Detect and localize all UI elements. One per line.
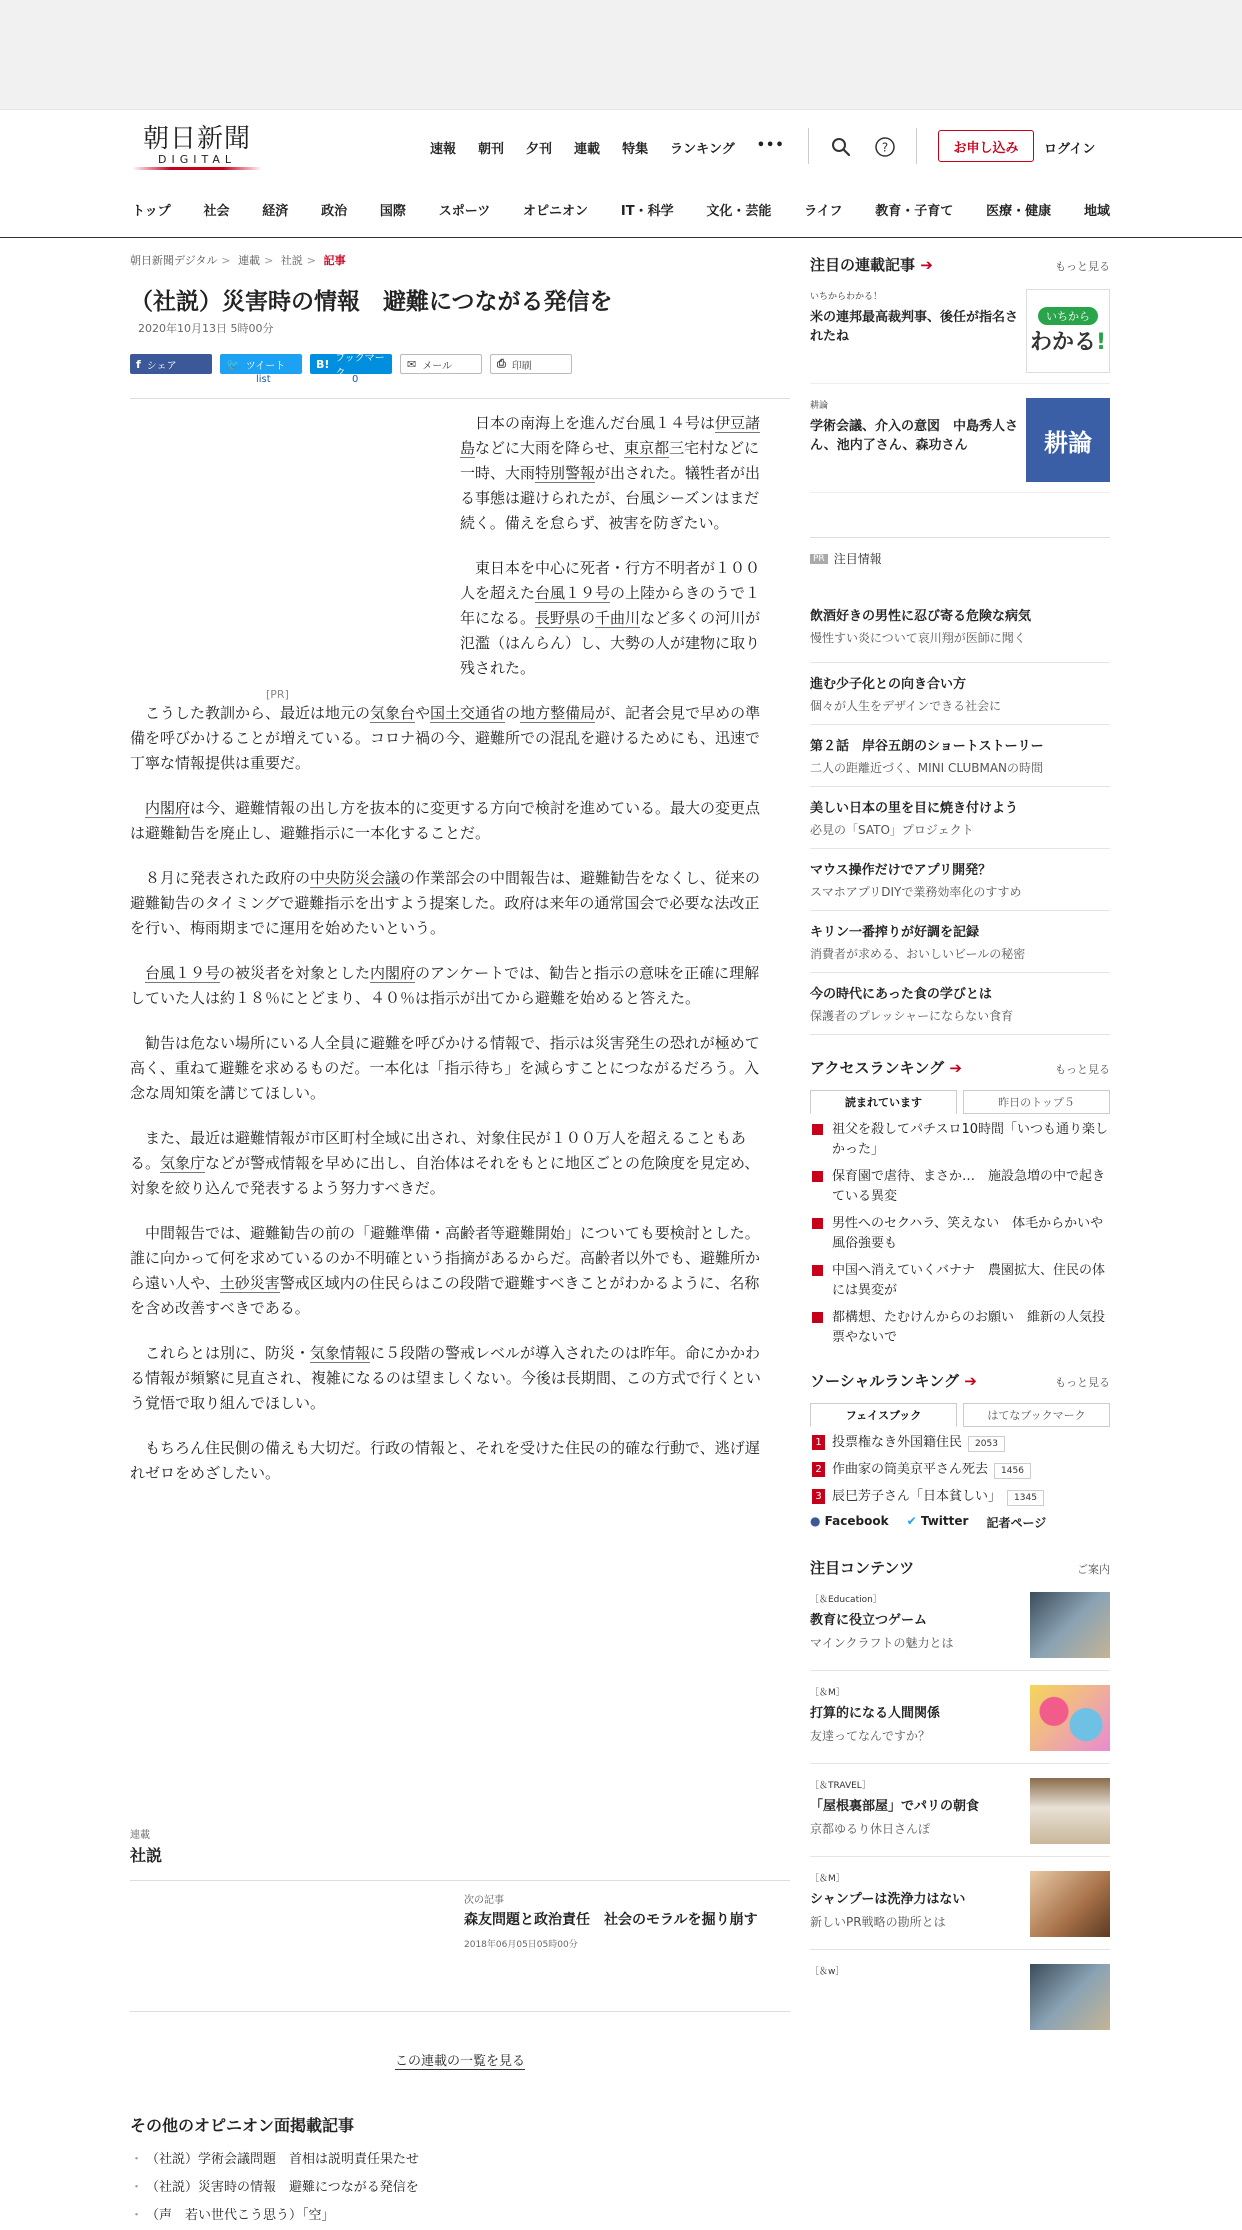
keyword-link[interactable]: 地方整備局 [520,704,596,722]
keyword-link[interactable]: 特別警報 [535,464,596,482]
search-icon[interactable] [830,136,852,158]
contents-heading: 注目コンテンツ [810,1559,915,1577]
featured-category: 耕論 [810,401,829,411]
inline-ad[interactable] [130,411,430,721]
prev-article-slot [130,1881,460,2011]
other-opinion-heading: その他のオピニオン面掲載記事 [130,2116,355,2135]
pr-item[interactable] [810,911,1110,973]
hatena-icon: B! [316,357,330,371]
category-it-science[interactable]: IT・科学 [620,204,674,219]
social-ranking-heading[interactable]: ソーシャルランキング ➔ [810,1372,977,1390]
featured-title[interactable]: 学術会議、介入の意図 中島秀人さん、池内了さん、森功さん [810,419,1019,453]
logo-kanji: 朝日新聞 [142,124,251,154]
logo-swoosh [132,167,262,170]
twitter-icon: 🐦 [226,357,240,371]
series-block [130,1826,790,2230]
breadcrumb-series[interactable]: 連載 [238,254,261,267]
pr-item-sub: スマホアプリDIYで業務効率化のすすめ [810,885,1022,899]
content-title[interactable]: 「屋根裏部屋」でパリの朝食 [810,1799,980,1814]
rank-marker [812,1265,823,1276]
share-count: 1345 [1007,1490,1044,1506]
paragraph: これらとは別に、防災・気象情報に５段階の警戒レベルが導入されたのは昨年。命にかかわる情報が頻繁に見直され、複雑になるのは望ましくない。今後は長期間、この方式で行くという覚悟で取り組んでほしい。 [130,1344,761,1412]
category-health[interactable]: 医療・健康 [986,204,1052,219]
pr-item-title[interactable]: 美しい日本の里を目に焼き付けよう [810,801,1019,816]
print-button[interactable] [490,354,572,374]
share-counts [130,374,790,388]
rank-marker [812,1171,823,1182]
access-tabs [810,1090,1110,1114]
content-category: ［＆TRAVEL］ [810,1781,871,1791]
next-article-title[interactable]: 森友問題と政治責任 社会のモラルを掘り崩す [464,1912,758,1928]
contents-header [810,1557,1110,1578]
featured-title[interactable]: 米の連邦最高裁判事、後任が指名されたね [810,310,1019,344]
ranking-item[interactable]: 祖父を殺してパチスロ10時間「いつも通り楽しかった」 [810,1120,1110,1160]
reporter-page-link[interactable]: 記者ページ [986,1516,1047,1530]
pr-item-sub: 個々が人生をデザインできる社会に [810,699,1002,713]
global-nav [430,138,785,157]
access-ranking-list [810,1120,1110,1348]
nav-more-button[interactable]: ••• [756,138,785,153]
pr-item[interactable] [810,973,1110,1035]
pr-item-sub: 消費者が求める、おいしいビールの秘密 [810,947,1026,961]
social-ranking-header [810,1370,1110,1391]
article-title: （社説）災害時の情報 避難につながる発信を [130,289,613,315]
keyword-link[interactable]: 土砂災害 [219,1274,280,1292]
ranking-item[interactable]: 2 作曲家の筒美京平さん死去 1456 [810,1460,1110,1480]
rank-number: 2 [812,1462,825,1477]
paragraph: 勧告は危ない場所にいる人全員に避難を呼びかける情報で、指示は災害発生の恐れが極めて高く、重ねて避難を求めるものだ。一本化は「指示待ち」を減らすことにつながるだろう。入念な周知策を講じてほしい。 [130,1034,760,1102]
featured-item[interactable] [810,398,1110,493]
content-thumbnail[interactable] [1030,1592,1110,1658]
bookmark-count[interactable]: 0 [352,374,359,385]
rank-number: 3 [812,1489,825,1504]
pr-item[interactable] [810,601,1110,663]
list-item[interactable]: ・ （声 若い世代こう思う）「空」 [130,2202,790,2230]
paragraph: 台風１９号の被災者を対象とした内閣府のアンケートでは、勧告と指示の意味を正確に理解していた人は約１８％にとどまり、４０％は指示が出てから避難を始めると答えた。 [130,964,760,1007]
keyword-link[interactable]: 国土交通省 [430,704,506,722]
mail-label: メール [422,360,453,372]
next-article-label: 次の記事 [464,1895,504,1906]
share-bar [130,353,790,379]
hatena-bookmark-button[interactable] [310,353,392,379]
facebook-icon: ● [810,1514,821,1528]
tweet-label: ツイート [245,360,286,372]
content-title[interactable]: シャンプーは洗浄力はない [810,1892,966,1907]
share-count: 2053 [968,1436,1005,1452]
print-label: 印刷 [511,360,532,372]
share-divider [130,398,790,399]
content-title[interactable]: 打算的になる人間関係 [810,1706,941,1721]
ranking-item[interactable]: 中国へ消えていくバナナ 農園拡大、住民の体には異変が [810,1261,1110,1301]
pr-badge: PR [810,554,828,564]
category-region[interactable]: 地域 [1083,204,1110,219]
arrow-right-icon: ➔ [964,1372,977,1390]
list-item[interactable]: ・ （社説）学術会議問題 首相は説明責任果たせ [130,2146,790,2174]
paragraph: ８月に発表された政府の中央防災会議の作業部会の中間報告は、避難勧告をなくし、従来の避難勧告のタイミングで避難指示を出すよう提案した。政府は来年の通常国会で必要な法改正を行い、梅雨期までに運用を始めたいという。 [130,869,761,937]
social-links [810,1514,1110,1531]
pr-item-title[interactable]: 飲酒好きの男性に忍び寄る危険な病気 [810,609,1032,624]
pr-item-sub: 必見の「SATO」プロジェクト [810,823,974,837]
pr-item-title[interactable]: キリン一番搾りが好調を記録 [810,925,980,940]
featured-series-header [810,254,1110,275]
content-item[interactable] [810,1964,1110,2042]
social-tabs [810,1403,1110,1427]
keyword-link[interactable]: 気象情報 [310,1344,371,1362]
article-main [130,238,790,2223]
featured-series-heading[interactable]: 注目の連載記事 ➔ [810,256,933,274]
list-item[interactable]: ・ （社説）災害時の情報 避難につながる発信を [130,2174,790,2202]
pr-item-sub: 慢性すい炎について哀川翔が医師に聞く [810,631,1026,645]
article-date: 2020年10月13日 5時00分 [138,322,274,335]
nav-evening[interactable]: 夕刊 [526,142,553,157]
content-category: ［＆w］ [810,1967,845,1977]
nav-special[interactable]: 特集 [622,142,649,157]
pr-item-sub: 保護者のプレッシャーにならない食育 [810,1009,1014,1023]
paragraph: また、最近は避難情報が市区町村全域に出され、対象住民が１００万人を超えることもある。気象庁などが警戒情報を早めに出し、自治体はそれをもとに地区ごとの危険度を見定め、対象を絞り込んで発表するよう努力すべきだ。 [130,1129,760,1197]
category-sports[interactable]: スポーツ [438,204,491,219]
keyword-link[interactable]: 中央防災会議 [310,869,401,887]
content-category: ［＆M］ [810,1874,845,1884]
header-divider [916,128,917,164]
ichikara-wakaru-thumbnail[interactable] [1026,289,1110,373]
site-header [0,110,1242,182]
next-article-date: 2018年06月05日05時00分 [464,1940,578,1950]
share-count: 1456 [994,1463,1031,1479]
rank-marker [812,1218,823,1229]
ranking-item[interactable]: 都構想、たむけんからのお願い 維新の人気投票やないで [810,1308,1110,1348]
category-opinion[interactable]: オピニオン [523,204,589,219]
category-nav [0,182,1242,238]
bookmark-label: ブックマーク [335,353,385,379]
keyword-link[interactable]: 台風１９号 [535,584,611,602]
twitter-icon: ✔ [906,1514,917,1528]
ad-pr-label: [PR] [266,688,289,701]
keyword-link[interactable]: 台風１９号 [145,964,221,982]
facebook-share-button[interactable] [130,354,212,374]
content-thumbnail[interactable] [1030,1871,1110,1937]
help-icon[interactable] [874,136,896,158]
content-item[interactable] [810,1592,1110,1671]
series-label: 連載 [130,1830,150,1841]
content-item[interactable] [810,1778,1110,1857]
nav-morning[interactable]: 朝刊 [478,142,505,157]
ranking-item[interactable]: 3 辰巳芳子さん「日本貧しい」 1345 [810,1487,1110,1507]
pr-item[interactable] [810,787,1110,849]
series-list-link[interactable] [130,2050,790,2069]
top-ad-banner [0,0,1242,110]
content-category: ［＆M］ [810,1688,845,1698]
breadcrumb-current: 記事 [323,254,346,267]
category-culture[interactable]: 文化・芸能 [706,204,772,219]
tab-facebook[interactable]: フェイスブック [810,1403,957,1427]
series-name[interactable]: 社説 [130,1846,163,1865]
facebook-link[interactable]: ● Facebook [810,1514,889,1528]
breadcrumb-editorial[interactable]: 社説 [280,254,303,267]
breadcrumb-home[interactable]: 朝日新聞デジタル [130,254,218,267]
tab-most-read[interactable]: 読まれています [810,1090,957,1114]
twitter-link[interactable]: ✔ Twitter [906,1514,969,1528]
content-sub: マインクラフトの魅力とは [810,1636,954,1650]
access-ranking-heading[interactable]: アクセスランキング ➔ [810,1059,962,1077]
content-thumbnail[interactable] [1030,1685,1110,1751]
nav-ranking[interactable]: ランキング [670,142,735,157]
keyword-link[interactable]: 千曲川 [595,609,641,627]
keyword-link[interactable]: 気象台 [370,704,416,722]
tab-hatena[interactable]: はてなブックマーク [963,1403,1110,1427]
content-sub: 新しいPR戦略の勘所とは [810,1915,946,1929]
keyword-link[interactable]: 内閣府 [370,964,416,982]
logo-latin: DIGITAL [157,153,236,166]
svg-text:?: ? [881,140,889,155]
keyword-link[interactable]: 長野県 [535,609,581,627]
breadcrumb: 朝日新聞デジタル > 連載 > 社説 > 記事 [130,254,346,267]
pr-item[interactable] [810,849,1110,911]
facebook-share-label: シェア [146,360,177,372]
tab-yesterday-top5[interactable]: 昨日のトップ５ [963,1090,1110,1114]
other-opinion-list [130,2146,790,2230]
category-international[interactable]: 国際 [379,204,406,219]
article-body [130,411,790,1486]
content-thumbnail[interactable] [1030,1778,1110,1844]
nav-series[interactable]: 連載 [574,142,601,157]
login-link[interactable]: ログイン [1044,142,1096,157]
content-category: ［＆Education］ [810,1595,882,1605]
content-title[interactable]: 教育に役立つゲーム [810,1613,928,1628]
pr-heading: 注目情報 [833,552,882,566]
tweet-button[interactable] [220,354,302,374]
pr-header [810,537,1110,567]
social-more-link[interactable]: もっと見る [1055,1376,1110,1389]
paragraph: こうした教訓から、最近は地元の気象台や国土交通省の地方整備局が、記者会見で早めの準備を呼びかけることが増えている。コロナ禍の今、避難所での混乱を避けるためにも、迅速で丁寧な情報提供は重要だ。 [130,704,761,772]
pr-item-title[interactable]: マウス操作だけでアプリ開発？ [810,863,992,878]
category-education[interactable]: 教育・子育て [875,204,954,219]
thumbnail-pill: いちから [1038,307,1098,325]
ranking-item[interactable]: 1 投票権なき外国籍住民 2053 [810,1433,1110,1453]
mail-icon: ✉ [407,357,417,371]
pr-item[interactable] [810,725,1110,787]
category-life[interactable]: ライフ [804,204,843,219]
access-ranking-header [810,1057,1110,1078]
featured-item[interactable] [810,289,1110,384]
paragraph: 東日本を中心に死者・行方不明者が１００人を超えた台風１９号の上陸からきのうで１年になる。長野県の千曲川など多くの河川が氾濫（はんらん）し、大勢の人が建物に取り残された。 [460,559,761,677]
category-politics[interactable]: 政治 [321,204,348,219]
access-more-link[interactable]: もっと見る [1055,1063,1110,1076]
social-ranking-list [810,1433,1110,1507]
facebook-icon: f [136,357,141,371]
pr-item-title[interactable]: 今の時代にあった食の学びとは [810,987,992,1002]
print-icon: ⎙ [497,357,506,370]
series-nav [130,1880,790,2012]
arrow-right-icon: ➔ [949,1059,962,1077]
paragraph: もちろん住民側の備えも大切だ。行政の情報と、それを受けた住民の的確な行動で、逃げ遅れゼロをめざしたい。 [130,1439,760,1482]
sidebar [810,238,1110,2042]
series-list-link-label: この連載の一覧を見る [394,2054,525,2069]
paragraph: 日本の南海上を進んだ台風１４号は伊豆諸島などに大雨を降らせ、東京都三宅村などに一時、大雨特別警報が出された。犠牲者が出る事態は避けられたが、台風シーズンはまだ続く。備えを怠らず、被害を防ぎたい。 [460,414,761,532]
pr-item[interactable] [810,663,1110,725]
rank-number: 1 [812,1435,825,1450]
keyword-link[interactable]: 東京都 [624,439,670,457]
mail-button[interactable] [400,354,482,374]
category-society[interactable]: 社会 [203,204,230,219]
ranking-item[interactable]: 保育園で虐待、まさか… 施設急増の中で起きている異変 [810,1167,1110,1207]
next-article[interactable] [460,1881,790,2011]
koron-thumbnail[interactable]: 耕論 [1026,398,1110,482]
site-logo[interactable] [132,124,262,170]
keyword-link[interactable]: 伊豆諸島 [460,414,761,457]
rank-marker [812,1124,823,1135]
header-divider [808,128,809,164]
arrow-right-icon: ➔ [920,256,933,274]
content-sub: 友達ってなんですか？ [810,1729,931,1743]
keyword-link[interactable]: 気象庁 [160,1154,206,1172]
rank-marker [812,1312,823,1323]
content-thumbnail[interactable] [1030,1964,1110,2030]
contents-guide-link[interactable]: ご案内 [1077,1563,1110,1576]
nav-breaking[interactable]: 速報 [430,142,457,157]
pr-item-title[interactable]: 進む少子化との向き合い方 [810,677,967,692]
paragraph: 内閣府は今、避難情報の出し方を抜本的に変更する方向で検討を進めている。最大の変更点は避難勧告を廃止し、避難指示に一本化することだ。 [130,799,761,842]
featured-more-link[interactable]: もっと見る [1055,260,1110,273]
category-top[interactable]: トップ [132,204,171,219]
ranking-item[interactable]: 男性へのセクハラ、笑えない 体毛からかいや風俗強要も [810,1214,1110,1254]
pr-list [810,601,1110,1035]
keyword-link[interactable]: 内閣府 [145,799,191,817]
content-item[interactable] [810,1685,1110,1764]
tweet-count[interactable]: list [256,374,271,385]
paragraph: 中間報告では、避難勧告の前の「避難準備・高齢者等避難開始」についても要検討とした。誰に向かって何を求めているのか不明確という指摘があるからだ。高齢者以外でも、避難所から遠い人や、土砂災害警戒区域内の住民らはこの段階で避難すべきことがわかるように、名称を含め改善すべきである。 [130,1224,761,1317]
subscribe-button[interactable]: お申し込み [938,130,1034,162]
thumbnail-big-text: わかる! [1029,329,1107,355]
featured-category: いちからわかる！ [810,292,883,302]
content-sub: 京都ゆるり休日さんぽ [810,1822,931,1836]
category-economy[interactable]: 経済 [262,204,289,219]
pr-item-title[interactable]: 第２話 岸谷五朗のショートストーリー [810,739,1044,754]
pr-item-sub: 二人の距離近づく、MINI CLUBMANの時間 [810,761,1044,775]
content-item[interactable] [810,1871,1110,1950]
